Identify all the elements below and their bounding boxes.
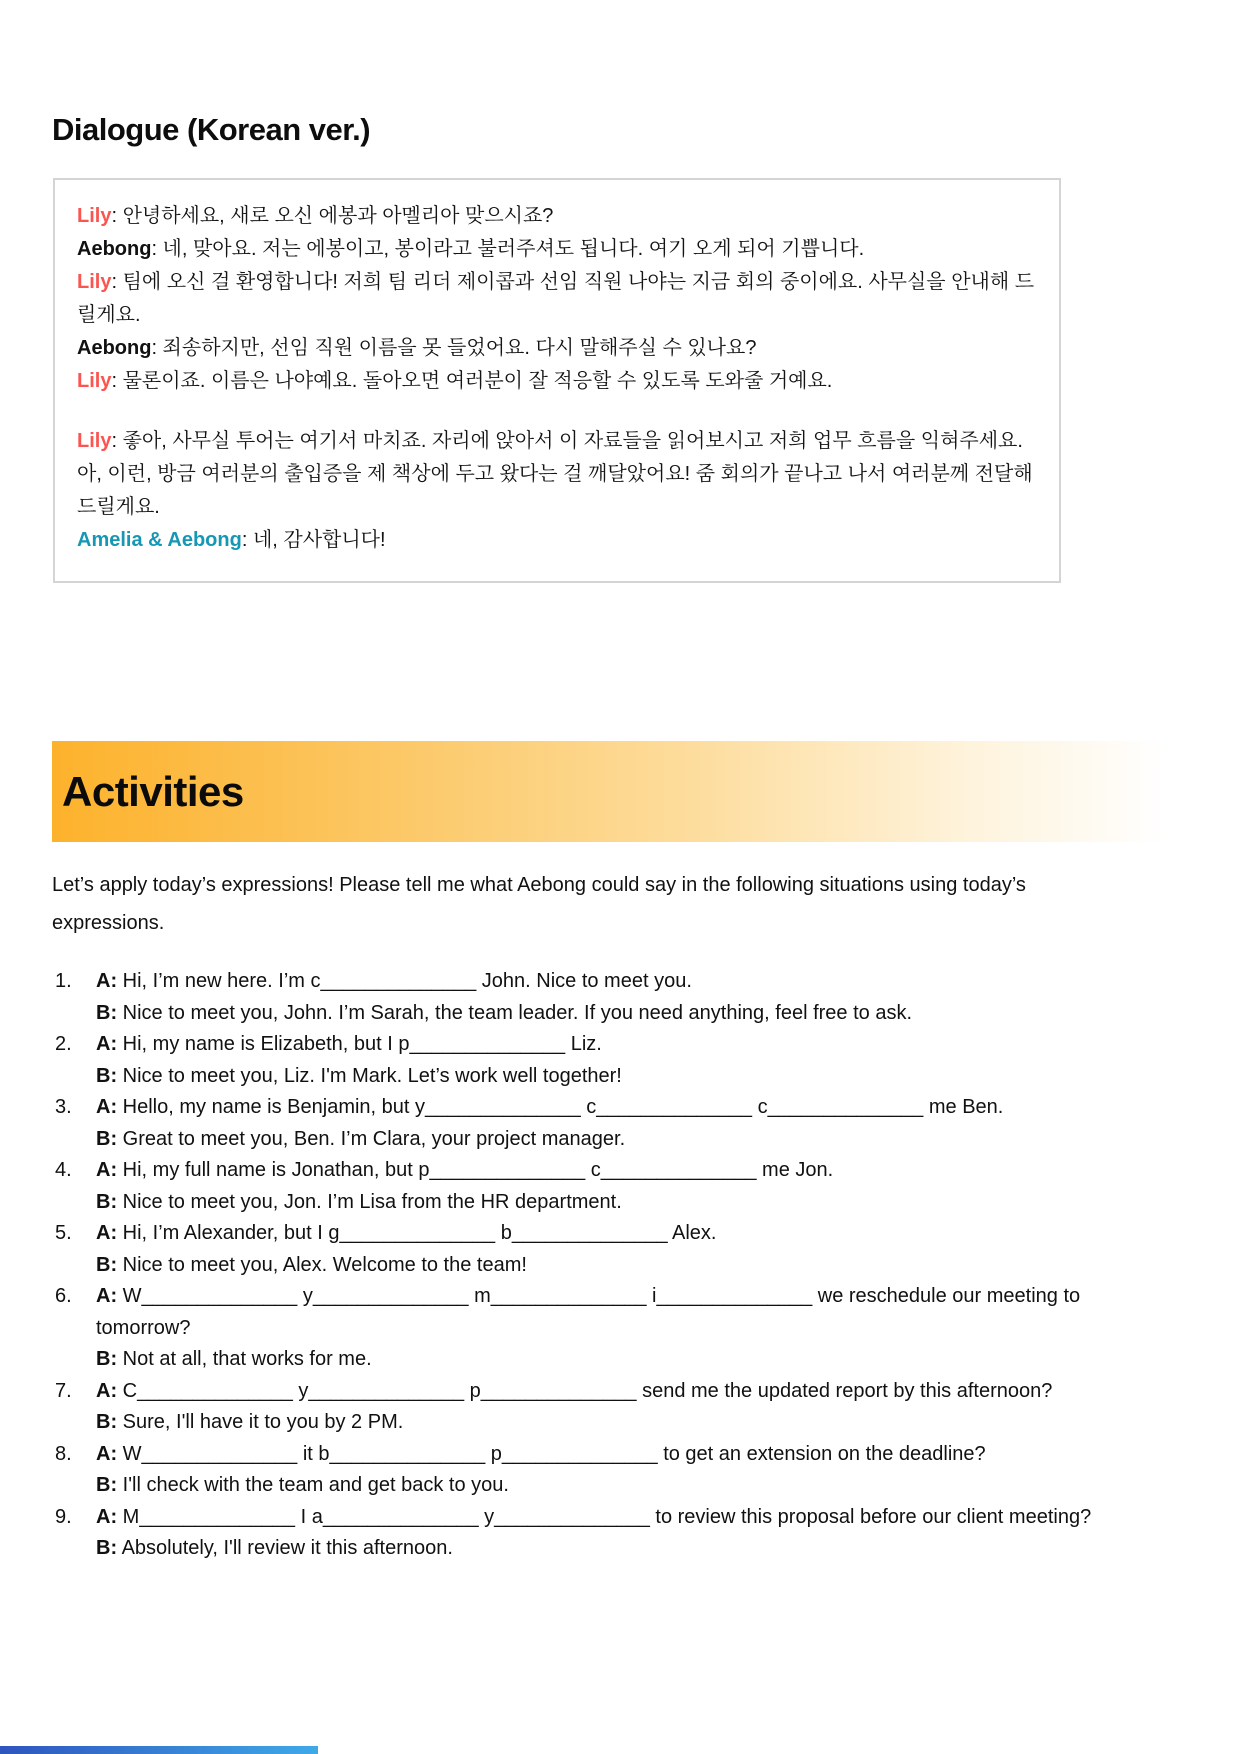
dialogue-text: : 안녕하세요, 새로 오신 에봉과 아멜리아 맞으시죠? <box>111 205 554 227</box>
item-number: 4. <box>55 1159 72 1181</box>
item-body <box>96 1281 1196 1376</box>
activity-item-2 <box>55 1029 1241 1092</box>
item-number: 3. <box>55 1096 72 1118</box>
item-body <box>96 1376 1196 1439</box>
dialogue-line <box>77 332 1037 365</box>
speaker-a-label: A: <box>96 1285 118 1307</box>
item-number: 5. <box>55 1222 72 1244</box>
activity-item-6 <box>55 1281 1241 1376</box>
speaker-b-label: B: <box>96 1253 118 1276</box>
speaker-a-label: A: <box>96 1505 118 1528</box>
speaker-name-amelia-aebong: Amelia & Aebong <box>77 529 242 551</box>
speaker-name-aebong: Aebong <box>77 337 152 359</box>
speaker-a-label: A: <box>96 1222 118 1244</box>
speaker-a-line <box>96 966 1196 998</box>
dialogue-line <box>77 266 1037 332</box>
speaker-b-line <box>96 1344 1196 1376</box>
activity-item-4 <box>55 1155 1241 1218</box>
speaker-a-line <box>96 1155 1196 1187</box>
speaker-a-text: M______________ I a______________ y______________ to review this proposal before our client meeting? <box>122 1505 1092 1528</box>
speaker-b-label: B: <box>96 1127 118 1150</box>
activity-item-9 <box>55 1502 1241 1565</box>
dialogue-group-2 <box>77 425 1037 557</box>
speaker-b-line <box>96 1533 1196 1565</box>
item-number: 9. <box>55 1505 72 1528</box>
speaker-b-line <box>96 998 1196 1030</box>
speaker-a-line <box>96 1029 1196 1061</box>
activities-section-title: Activities <box>62 767 244 815</box>
item-number: 6. <box>55 1285 72 1307</box>
speaker-a-label: A: <box>96 1442 118 1465</box>
speaker-b-text: Nice to meet you, Alex. Welcome to the team! <box>122 1253 527 1276</box>
speaker-b-label: B: <box>96 1411 118 1433</box>
item-body <box>96 1502 1196 1565</box>
item-body <box>96 966 1196 1029</box>
speaker-a-text: W______________ y______________ m______________ i______________ we reschedule our meeting to <box>122 1285 1081 1307</box>
speaker-b-text: Not at all, that works for me. <box>122 1348 372 1370</box>
speaker-name-lily: Lily <box>77 430 112 452</box>
speaker-a-line-continued <box>96 1313 1196 1345</box>
dialogue-box <box>53 178 1061 583</box>
speaker-a-label: A: <box>96 1159 118 1181</box>
activity-item-5 <box>55 1218 1241 1281</box>
speaker-b-text: Sure, I'll have it to you by 2 PM. <box>122 1411 404 1433</box>
dialogue-text: : 네, 맞아요. 저는 에봉이고, 봉이라고 불러주셔도 됩니다. 여기 오게 되어 기쁩니다. <box>151 238 865 260</box>
dialogue-text: : 좋아, 사무실 투어는 여기서 마치죠. 자리에 앉아서 이 자료들을 읽어보시고 저희 업무 흐름을 익혀주세요. 아, 이런, 방금 여러분의 출입증을 제 책상에 두고 왔다는 걸 깨달았어요! 줌 회의가 끝나고 나서 여러분께 전달해드릴게요. <box>77 430 1033 518</box>
activities-list <box>55 966 1241 1565</box>
speaker-b-line <box>96 1061 1196 1093</box>
activity-item-1 <box>55 966 1241 1029</box>
activities-banner <box>52 741 1200 842</box>
speaker-a-text: Hi, my full name is Jonathan, but p______________ c______________ me Jon. <box>122 1159 834 1181</box>
speaker-a-text-continued: tomorrow? <box>96 1316 191 1339</box>
speaker-b-text: Nice to meet you, Liz. I'm Mark. Let’s work well together! <box>122 1064 622 1087</box>
item-body <box>96 1029 1196 1092</box>
item-number: 1. <box>55 970 72 992</box>
speaker-a-line <box>96 1281 1196 1313</box>
speaker-b-text: Nice to meet you, Jon. I’m Lisa from the HR department. <box>122 1190 622 1213</box>
speaker-b-line <box>96 1470 1196 1502</box>
activity-item-8 <box>55 1439 1241 1502</box>
item-body <box>96 1092 1196 1155</box>
dialogue-line <box>77 365 1037 398</box>
item-number: 8. <box>55 1442 72 1465</box>
dialogue-text: : 죄송하지만, 선임 직원 이름을 못 들었어요. 다시 말해주실 수 있나요? <box>151 337 757 359</box>
item-number: 7. <box>55 1379 72 1402</box>
speaker-a-label: A: <box>96 1033 118 1055</box>
speaker-b-line <box>96 1187 1196 1219</box>
dialogue-text: : 팀에 오신 걸 환영합니다! 저희 팀 리더 제이콥과 선임 직원 나야는 지금 회의 중이에요. 사무실을 안내해 드릴게요. <box>77 271 1035 326</box>
speaker-b-label: B: <box>96 1001 118 1024</box>
dialogue-section-title: Dialogue (Korean ver.) <box>52 112 371 147</box>
speaker-name-lily: Lily <box>77 205 112 227</box>
speaker-b-text: Absolutely, I'll review it this afternoon. <box>121 1537 453 1559</box>
speaker-b-text: I'll check with the team and get back to you. <box>122 1474 509 1496</box>
speaker-a-line <box>96 1502 1196 1534</box>
speaker-b-text: Great to meet you, Ben. I’m Clara, your project manager. <box>122 1127 626 1150</box>
speaker-b-label: B: <box>96 1474 118 1496</box>
activity-item-3 <box>55 1092 1241 1155</box>
item-body <box>96 1218 1196 1281</box>
speaker-b-label: B: <box>96 1064 118 1087</box>
speaker-a-line <box>96 1218 1196 1250</box>
speaker-a-text: Hi, I’m new here. I’m c______________ John. Nice to meet you. <box>122 970 692 992</box>
speaker-name-lily: Lily <box>77 370 112 392</box>
speaker-a-text: C______________ y______________ p______________ send me the updated report by this afternoon? <box>122 1379 1053 1402</box>
speaker-b-label: B: <box>96 1348 118 1370</box>
dialogue-line <box>77 200 1037 233</box>
speaker-a-line <box>96 1439 1196 1471</box>
speaker-b-line <box>96 1407 1196 1439</box>
item-number: 2. <box>55 1033 72 1055</box>
speaker-a-text: Hello, my name is Benjamin, but y______________ c______________ c______________ me Ben. <box>122 1096 1004 1118</box>
speaker-a-text: Hi, I’m Alexander, but I g______________ b______________ Alex. <box>122 1222 717 1244</box>
speaker-b-line <box>96 1124 1196 1156</box>
speaker-a-label: A: <box>96 970 118 992</box>
activities-intro: Let’s apply today’s expressions! Please tell me what Aebong could say in the following situations using today’s expressions. <box>52 874 1026 934</box>
speaker-a-text: W______________ it b______________ p______________ to get an extension on the deadline? <box>122 1442 986 1465</box>
speaker-a-label: A: <box>96 1379 118 1402</box>
speaker-a-label: A: <box>96 1096 118 1118</box>
speaker-b-label: B: <box>96 1190 118 1213</box>
speaker-a-line <box>96 1092 1196 1124</box>
activity-item-7 <box>55 1376 1241 1439</box>
dialogue-line <box>77 233 1037 266</box>
footer-accent-bar <box>0 1746 318 1754</box>
dialogue-line <box>77 425 1037 524</box>
item-body <box>96 1439 1196 1502</box>
dialogue-line <box>77 524 1037 557</box>
item-body <box>96 1155 1196 1218</box>
speaker-a-text: Hi, my name is Elizabeth, but I p______________ Liz. <box>122 1033 602 1055</box>
dialogue-text: : 물론이죠. 이름은 나야예요. 돌아오면 여러분이 잘 적응할 수 있도록 도와줄 거예요. <box>111 370 833 392</box>
speaker-b-text: Nice to meet you, John. I’m Sarah, the team leader. If you need anything, feel free to ask. <box>122 1001 913 1024</box>
speaker-name-lily: Lily <box>77 271 112 293</box>
speaker-b-label: B: <box>96 1537 118 1559</box>
speaker-name-aebong: Aebong <box>77 238 152 260</box>
dialogue-group-1 <box>77 200 1037 398</box>
speaker-b-line <box>96 1250 1196 1282</box>
speaker-a-line <box>96 1376 1196 1408</box>
dialogue-text: : 네, 감사합니다! <box>241 529 386 551</box>
